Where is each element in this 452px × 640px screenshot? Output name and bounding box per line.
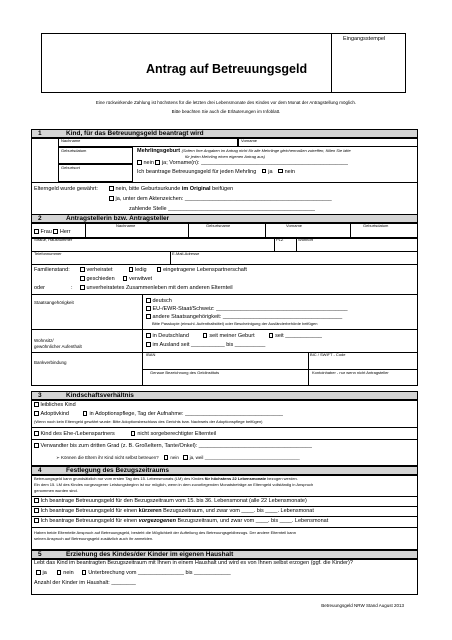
s2-col-div-8: [142, 294, 143, 386]
staat-deutsch-row: [146, 298, 172, 305]
staat-eu-label: EU-/EWR-Staat/Schweiz:: [152, 306, 215, 312]
herr-checkbox[interactable]: [53, 229, 58, 234]
familienstand-row-1: [80, 267, 247, 274]
s5-question: Lebt das Kind im beantragten Bezugszeitraum mit Ihnen in einem Haushalt und wird es von Ihnen selbst erzogen (ggf. die Kinder)?: [34, 560, 353, 566]
section-2-number: 2: [38, 215, 42, 222]
geldinstitut-label: Genaue Bezeichnung des Geldinstituts: [150, 370, 220, 375]
mehrling-nein-label: nein: [143, 160, 154, 167]
s4-opt1-checkbox[interactable]: [34, 498, 39, 503]
koennen-ja-checkbox[interactable]: [183, 455, 188, 460]
adoptionspflege-label: in Adoptionspflege, Tag der Aufnahme:: [89, 411, 184, 417]
s2-row-div-2: [31, 251, 418, 252]
eingetragen-checkbox[interactable]: [157, 267, 162, 272]
bic-label: BIC / SWIFT - Code: [310, 352, 346, 357]
s4-opt2-d[interactable]: ____. bis ____. Lebensmonat: [241, 508, 314, 514]
wohnsitz-label-2: gewöhnlicher Aufenthalt: [34, 344, 82, 349]
verheiratet-checkbox[interactable]: [80, 267, 85, 272]
s4-opt1-row: [34, 498, 307, 505]
s4-opt2-c: Bezugszeitraum, und zwar vom: [163, 508, 240, 514]
oder-label: oder: [34, 285, 46, 291]
kontoinhaber-label: Kontoinhaber - nur wenn nicht Antragsteller: [312, 370, 389, 375]
section-4-number: 4: [38, 467, 42, 474]
koennen-row: [56, 455, 300, 460]
mehrling-ja-label: ja; Vorname(n):: [161, 160, 200, 167]
verwitwet-label: verwitwet: [129, 276, 153, 282]
jeden-mehrling-nein-checkbox[interactable]: [278, 169, 283, 174]
s4-div-2: [31, 516, 418, 517]
s4-opt3-row: [34, 518, 328, 525]
anrede-row: [34, 229, 71, 236]
familienstand-label: Familienstand:: [34, 267, 70, 273]
adoptiv-checkbox[interactable]: [34, 411, 39, 416]
wohnsitz-label-1: Wohnsitz/: [34, 338, 54, 343]
wohnsitz-row-1: [146, 333, 322, 340]
section-4-title: Festlegung des Bezugszeitraums: [66, 467, 169, 474]
section-3-header: [31, 391, 418, 400]
familienstand-row-2: [80, 276, 152, 283]
mehrling-note-1: (Sofern Ihre Angaben im Antrag nicht für alle Mehrlinge gleichermaßen zutreffen, füllen Sie bitte: [181, 148, 351, 153]
ausland-checkbox[interactable]: [146, 342, 151, 347]
unverheiratet-label: unverheiratetes Zusammenleben mit dem anderen Elternteil: [86, 285, 233, 291]
staat-andere-checkbox[interactable]: [146, 314, 151, 319]
staat-deutsch-label: deutsch: [152, 298, 172, 304]
elterngeld-nein-checkbox[interactable]: [109, 186, 114, 191]
s5-nein-checkbox[interactable]: [57, 570, 62, 575]
s2-row-div-5: [31, 329, 418, 330]
staat-label: Staatsangehörigkeit: [34, 300, 74, 305]
ledig-checkbox[interactable]: [129, 267, 134, 272]
ausland-bis-line[interactable]: __________: [234, 342, 266, 348]
koennen-nein-label: nein: [170, 455, 179, 460]
kind-geburtsort-field[interactable]: [58, 164, 133, 182]
s4-opt3-a: Ich beantrage Betreuungsgeld für einen: [40, 518, 138, 524]
s5-unterbrechung-checkbox[interactable]: [82, 570, 87, 575]
frau-checkbox[interactable]: [34, 229, 39, 234]
s3-note: (Wenn noch kein Elterngeld gewährt wurde: Bitte Adoptionsbeschluss des Gerichts bzw. Nachweis der Adoptionspflege beifügen): [34, 419, 263, 424]
kind-vorname-label: Vorname: [241, 138, 258, 143]
s4-note-1: Haben beide Elternteile Anspruch auf Betreuungsgeld, besteht die Möglichkeit der Aufteilung des Betreuungsgeldbezugs. Der andere Elternteil kann: [34, 530, 296, 535]
section-2-title: Antragstellerin bzw. Antragsteller: [66, 215, 170, 222]
s4-opt3-c: Bezugszeitraum, und zwar vom: [177, 518, 255, 524]
s1-divider: [31, 182, 418, 183]
jeden-mehrling-nein-label: nein: [284, 168, 295, 175]
s2-col-div-7: [170, 251, 171, 264]
s3-div-1: [31, 427, 418, 428]
s2-col-div-2: [188, 223, 189, 237]
staat-note: Bitte Passkopie (einschl. Aufenthaltstitel) oder Bescheinigung der Ausländerbehörde beifügen: [152, 321, 318, 326]
mehrling-nein-checkbox[interactable]: [137, 160, 142, 165]
kind-geburtsdatum-field[interactable]: [58, 147, 133, 164]
iban-label: IBAN: [146, 352, 156, 357]
section-1-title: Kind, für das Betreuungsgeld beantragt wird: [66, 130, 204, 137]
mehrling-label: Mehrlingsgeburt: [137, 148, 181, 154]
deutschland-label: in Deutschland: [152, 333, 189, 339]
koennen-label: Können die Eltern ihr Kind nicht selbst betreuen?: [61, 455, 159, 460]
s5-ja-checkbox[interactable]: [36, 570, 41, 575]
ehe-checkbox[interactable]: [34, 431, 39, 436]
plz-label: PLZ: [276, 237, 284, 242]
s2-col-div-1: [85, 223, 86, 237]
elterngeld-ja-label: ja, unter dem Aktenzeichen:: [115, 196, 184, 202]
ausland-label: im Ausland seit: [152, 342, 190, 348]
section-1-number: 1: [38, 130, 42, 137]
seit-geburt-checkbox[interactable]: [203, 333, 208, 338]
s2-col-div-5: [274, 237, 275, 251]
zahlende-row: [129, 206, 315, 213]
s4-para-1a: Betreuungsgeld kann grundsätzlich nur vom ersten Tag des 15. Lebensmonats (LM) des Kindes: [34, 476, 204, 481]
ledig-label: ledig: [135, 267, 147, 273]
adoptiv-label: Adoptivkind: [40, 411, 69, 417]
leiblich-label: leibliches Kind: [40, 402, 76, 408]
stamp-divider: [331, 33, 332, 93]
s5-anzahl-line[interactable]: ________: [111, 580, 136, 586]
stamp-label: Eingangsstempel: [343, 36, 386, 42]
aktenzeichen-line[interactable]: ________________________________________________: [184, 196, 332, 202]
s5-bis-label: bis: [185, 570, 193, 576]
ehe-row: [34, 431, 216, 438]
nicht-sorge-checkbox[interactable]: [131, 431, 136, 436]
section-2-body: [31, 223, 418, 386]
intro-line-1: Eine rückwirkende Zahlung ist höchstens für die letzten drei Lebensmonate des Kindes vor dem Monat der Antragstellung möglich.: [95, 100, 357, 105]
section-5-number: 5: [38, 551, 42, 558]
kind-geburtsort-label: Geburtsort: [61, 165, 80, 170]
s5-ja-label: ja: [42, 570, 47, 576]
koennen-line[interactable]: ______________________________________: [204, 455, 300, 460]
adoptionspflege-checkbox[interactable]: [83, 411, 88, 416]
familienstand-row-3: [80, 285, 233, 292]
s4-para-1: [34, 477, 416, 482]
seit-line[interactable]: ____________: [285, 333, 322, 339]
seit-checkbox[interactable]: [269, 333, 274, 338]
s4-opt2-row: [34, 508, 314, 515]
staat-eu-line[interactable]: ___________________________________________: [216, 306, 348, 312]
ausland-line[interactable]: ___________: [191, 342, 225, 348]
verwandter-checkbox[interactable]: [34, 443, 39, 448]
s4-opt3-b: vorgezogenen: [138, 518, 176, 524]
leiblich-row: [34, 402, 76, 409]
mehrling-note-2: für jeden Mehrling einen eigenen Antrag aus): [185, 153, 265, 159]
elterngeld-nein-row: [109, 186, 233, 193]
section-1-header: [31, 129, 418, 138]
s4-opt3-checkbox[interactable]: [34, 518, 39, 523]
elterngeld-ja-row: [109, 196, 332, 203]
s4-opt2-checkbox[interactable]: [34, 508, 39, 513]
verwandter-label: Verwandter bis zum dritten Grad (z. B. Großeltern, Tante/Onkel):: [40, 443, 198, 449]
section-5-header: [31, 550, 418, 559]
verwitwet-checkbox[interactable]: [123, 276, 128, 281]
kind-nachname-field[interactable]: [58, 138, 238, 147]
elterngeld-nein-b: im Original: [181, 186, 211, 192]
kind-geburtsdatum-label: Geburtsdatum: [61, 148, 87, 153]
strasse-label: Straße, Hausnummer: [34, 237, 73, 242]
geschieden-label: geschieden: [86, 276, 115, 282]
s4-div-0: [31, 496, 418, 497]
staat-andere-row: [146, 314, 342, 321]
zahlende-line[interactable]: ________________________________________________: [168, 206, 315, 212]
section-3-number: 3: [38, 392, 42, 399]
wohnort-label: Wohnort: [298, 237, 314, 242]
oder-colon: :: [71, 285, 73, 291]
staat-eu-checkbox[interactable]: [146, 306, 151, 311]
section-3-title: Kindschaftsverhältnis: [66, 392, 134, 399]
eingetragen-label: eingetragene Lebenspartnerschaft: [163, 267, 247, 273]
geschieden-checkbox[interactable]: [80, 276, 85, 281]
s5-bis-line[interactable]: ____________: [194, 570, 231, 576]
wohnsitz-row-2: [146, 342, 265, 349]
verwandter-line[interactable]: _____________________________________: [198, 443, 312, 449]
zahlende-label: zahlende Stelle: [129, 206, 167, 212]
s2-row-div-4: [31, 294, 418, 295]
intro-line-2: Bitte beachten Sie auch die Erläuterungen im Infoblatt.: [171, 109, 281, 114]
koennen-arrow: ➢: [56, 455, 60, 460]
leiblich-checkbox[interactable]: [34, 402, 39, 407]
verheiratet-label: verheiratet: [86, 267, 113, 273]
unverheiratet-checkbox[interactable]: [80, 285, 85, 290]
s4-opt2-a: Ich beantrage Betreuungsgeld für einen: [40, 508, 138, 514]
s4-opt3-d[interactable]: ____. bis ____. Lebensmonat: [255, 518, 329, 524]
s4-para-1b: für höchstens 22 Lebensmonate: [204, 476, 267, 481]
deutschland-checkbox[interactable]: [146, 333, 151, 338]
staat-andere-line[interactable]: _______________________________________: [222, 314, 343, 320]
s4-div-3: [31, 527, 418, 528]
s2-row-div-3: [31, 264, 418, 265]
mehrling-ja-checkbox[interactable]: [155, 160, 160, 165]
elterngeld-nein-c: beifügen: [212, 186, 234, 192]
s2-row-div-1: [31, 237, 418, 238]
adoptiv-row: [34, 411, 283, 418]
s5-nein-label: nein: [63, 570, 74, 576]
s5-anzahl-label: Anzahl der Kinder im Haushalt:: [34, 580, 110, 586]
jeden-mehrling-ja-checkbox[interactable]: [262, 169, 267, 174]
s2-nachname-label: Nachname: [116, 223, 136, 228]
telefon-label: Telefonnummer: [34, 251, 62, 256]
staat-eu-row: [146, 306, 348, 313]
s4-opt1-label: Ich beantrage Betreuungsgeld für den Bezugszeitraum vom 15. bis 36. Lebensmonat (alle 22 Lebensmonate): [40, 498, 307, 504]
ausland-bis-label: bis: [226, 342, 234, 348]
mehrling-vornamen-line[interactable]: ________________________________________________: [201, 160, 348, 167]
nicht-sorge-label: nicht sorgeberechtigter Elternteil: [137, 431, 217, 437]
seit-label: seit: [275, 333, 284, 339]
s2-row-div-6: [31, 352, 418, 353]
footer-text: Betreuungsgeld NRW Stand August 2013: [321, 603, 404, 608]
koennen-ja-label: ja, weil: [189, 455, 204, 460]
s4-para-1c: bezogen werden.: [267, 476, 298, 481]
s2-col-div-3: [265, 223, 266, 237]
s2-vorname-label: Vorname: [286, 223, 303, 228]
s2-geburtsdatum-label: Geburtsdatum: [363, 223, 389, 228]
s2-col-div-6: [296, 237, 297, 251]
page-title: Antrag auf Betreuungsgeld: [146, 62, 308, 76]
jeden-mehrling-label: Ich beantrage Betreuungsgeld für jeden Mehrling: [137, 168, 257, 175]
staat-deutsch-checkbox[interactable]: [146, 298, 151, 303]
s5-unterbrechung-label: Unterbrechung vom: [88, 570, 137, 576]
herr-label: Herr: [59, 229, 71, 235]
s2-geburtsname-label: Geburtsname: [206, 223, 231, 228]
seit-geburt-label: seit meiner Geburt: [209, 333, 255, 339]
elterngeld-nein-a: nein, bitte Geburtsurkunde: [115, 186, 181, 192]
s4-opt2-b: kürzeren: [138, 508, 162, 514]
frau-label: Frau: [40, 229, 52, 235]
kind-vorname-field[interactable]: [238, 138, 418, 147]
mehrling-block: [137, 148, 417, 175]
email-label: E-Mail-Adresse: [172, 251, 200, 256]
s5-unterbrechung-line[interactable]: _______________: [138, 570, 184, 576]
s3-div-2: [31, 439, 418, 440]
elterngeld-label: Elterngeld wurde gewährt:: [34, 186, 98, 192]
s4-note-2: seinen Anspruch auf Betreuungsgeld zusätzlich auch ihr anmelden.: [34, 536, 154, 541]
s4-para-3: genommen wurden sind.: [34, 488, 78, 493]
section-4-header: [31, 466, 418, 475]
section-2-header: [31, 214, 418, 223]
s5-row-2: [34, 570, 231, 577]
staat-andere-label: andere Staatsangehörigkeit:: [152, 314, 222, 320]
s4-div-1: [31, 506, 418, 507]
kind-nachname-label: Nachname: [61, 138, 81, 143]
s2-col-div-4: [350, 223, 351, 237]
adoption-line[interactable]: ________________________________: [185, 411, 283, 417]
s5-row-3: [34, 580, 136, 587]
koennen-nein-checkbox[interactable]: [164, 455, 169, 460]
verwandter-row: [34, 443, 312, 450]
bank-label: Bankverbindung: [34, 360, 67, 365]
section-5-title: Erziehung des Kindes/der Kinder im eigenen Haushalt: [66, 551, 234, 558]
s4-para-2: Ein dem 15. LM des Kindes vorgezogener Leistungsbeginn ist nur möglich, wenn in dem zuvorliegenden Monatsbeträge an Elterngeld vollständig in Anspruch: [34, 482, 314, 487]
ehe-label: Kind des Ehe-/Lebenspartners: [40, 431, 115, 437]
elterngeld-ja-checkbox[interactable]: [109, 196, 114, 201]
jeden-mehrling-ja-label: ja: [268, 168, 273, 175]
